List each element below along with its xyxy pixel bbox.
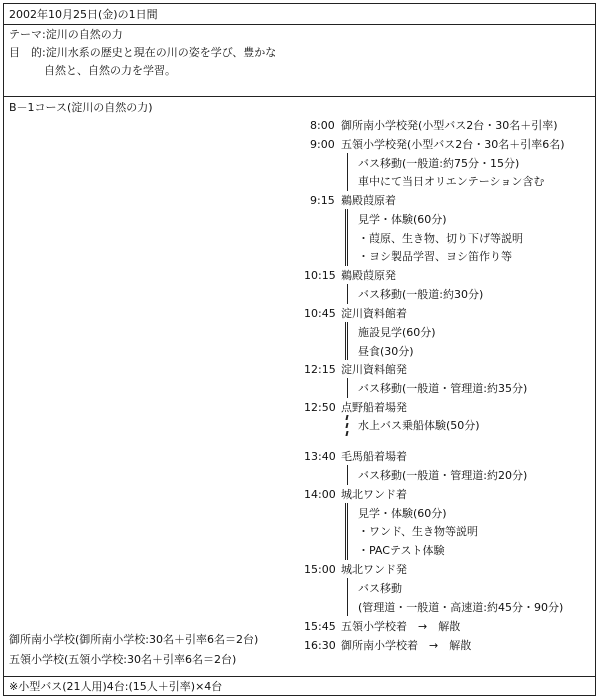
- schedule-entry: バス移動(一般道・管理道:約20分): [358, 469, 528, 482]
- schedule-time: 12:50: [304, 401, 336, 414]
- schedule-entry: 施設見学(60分): [358, 326, 436, 339]
- schedule-time: 9:15: [310, 194, 335, 207]
- school-note: 五領小学校(五領小学校:30名＋引率6名＝2台): [9, 653, 237, 666]
- schedule-entry: 毛馬船着場着: [341, 450, 407, 463]
- schedule-entry: ・葭原、生き物、切り下げ等説明: [358, 232, 523, 245]
- connector-double-line: [345, 322, 348, 360]
- dash-segment: [345, 423, 348, 428]
- schedule-time: 10:15: [304, 269, 336, 282]
- bus-note: ※小型バス(21人用)4台:(15人＋引率)×4台: [9, 680, 223, 693]
- schedule-entry: 城北ワンド着: [341, 488, 407, 501]
- schedule-entry: バス移動(一般道:約75分・15分): [358, 157, 520, 170]
- schedule-entry: 水上バス乗船体験(50分): [358, 419, 480, 432]
- schedule-entry: ・ワンド、生き物等説明: [358, 525, 479, 538]
- schedule-entry: 昼食(30分): [358, 345, 414, 358]
- schedule-entry: 鵜殿葭原発: [341, 269, 396, 282]
- schedule-entry: バス移動(一般道:約30分): [358, 288, 484, 301]
- connector-line: [347, 378, 348, 398]
- document-frame: [3, 3, 596, 696]
- schedule-entry: 車中にて当日オリエンテーション含む: [358, 175, 545, 188]
- schedule-time: 16:30: [304, 639, 336, 652]
- schedule-entry: バス移動(一般道・管理道:約35分): [358, 382, 528, 395]
- connector-line: [347, 578, 348, 616]
- schedule-entry: ・PACテスト体験: [358, 544, 445, 557]
- purpose-line: 目 的:淀川水系の歴史と現在の川の姿を学び、豊かな: [9, 46, 277, 59]
- schedule-entry: 五領小学校発(小型バス2台・30名＋引率6名): [341, 138, 565, 151]
- schedule-time: 8:00: [310, 119, 335, 132]
- schedule-time: 15:00: [304, 563, 336, 576]
- purpose-line-cont: 自然と、自然の力を学習。: [44, 64, 176, 77]
- schedule-entry: ・ヨシ製品学習、ヨシ笛作り等: [358, 250, 512, 263]
- course-title: B－1コース(淀川の自然の力): [9, 101, 153, 114]
- divider: [4, 96, 595, 97]
- divider: [4, 676, 595, 677]
- schedule-entry: 鵜殿葭原着: [341, 194, 396, 207]
- schedule-entry: 御所南小学校着 → 解散: [341, 639, 472, 652]
- connector-line: [347, 465, 348, 485]
- schedule-entry: 点野船着場発: [341, 401, 407, 414]
- connector-line: [347, 284, 348, 304]
- schedule-entry: 淀川資料館発: [341, 363, 407, 376]
- dash-segment: [345, 431, 348, 436]
- theme-line: テーマ:淀川の自然の力: [9, 28, 123, 41]
- schedule-time: 12:15: [304, 363, 336, 376]
- schedule-time: 9:00: [310, 138, 335, 151]
- dash-segment: [345, 415, 348, 420]
- connector-line: [347, 153, 348, 191]
- schedule-entry: 御所南小学校発(小型バス2台・30名＋引率): [341, 119, 558, 132]
- schedule-entry: 見学・体験(60分): [358, 213, 447, 226]
- schedule-entry: 見学・体験(60分): [358, 507, 447, 520]
- date-line: 2002年10月25日(金)の1日間: [9, 8, 158, 21]
- connector-double-line: [345, 209, 348, 266]
- school-note: 御所南小学校(御所南小学校:30名＋引率6名＝2台): [9, 633, 259, 646]
- schedule-entry: 城北ワンド発: [341, 563, 407, 576]
- schedule-entry: バス移動: [358, 582, 402, 595]
- schedule-time: 10:45: [304, 307, 336, 320]
- connector-double-line: [345, 503, 348, 560]
- schedule-entry: 五領小学校着 → 解散: [341, 620, 461, 633]
- schedule-time: 14:00: [304, 488, 336, 501]
- schedule-time: 13:40: [304, 450, 336, 463]
- schedule-entry: 淀川資料館着: [341, 307, 407, 320]
- schedule-entry: (管理道・一般道・高速道:約45分・90分): [358, 601, 564, 614]
- schedule-time: 15:45: [304, 620, 336, 633]
- divider: [4, 24, 595, 25]
